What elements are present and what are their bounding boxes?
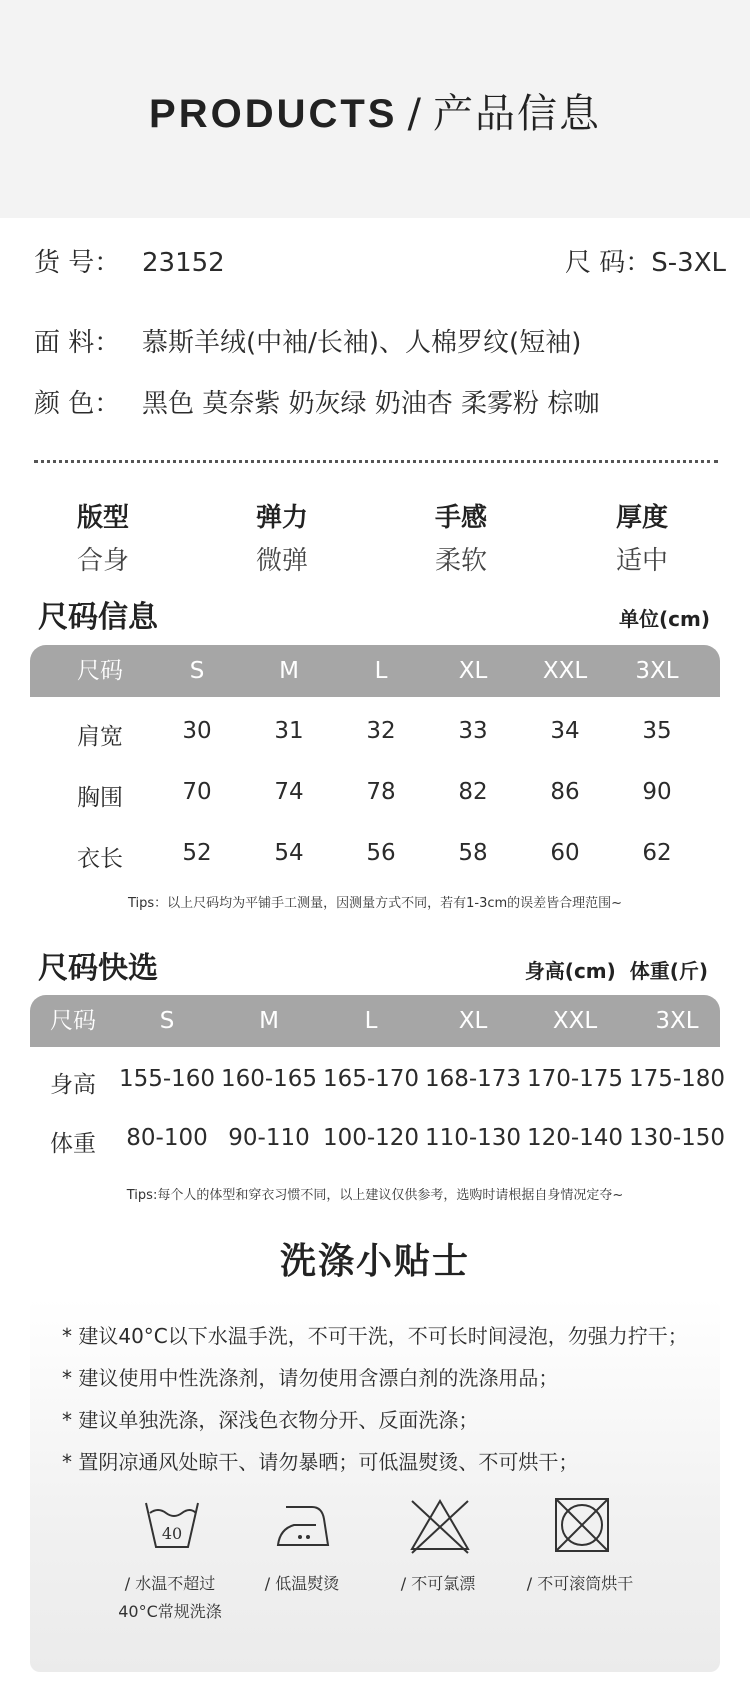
- attr-key: 手感: [435, 503, 488, 533]
- wash-tip: * 建议单独洗涤，深浅色衣物分开、反面洗涤；: [62, 1408, 479, 1432]
- wash-tip: * 置阴凉通风处晾干、请勿暴晒；可低温熨烫、不可烘干；: [62, 1450, 579, 1474]
- title-cn: 产品信息: [432, 91, 601, 137]
- table-cell: 155-160: [118, 1066, 216, 1092]
- header-cell: L: [374, 658, 388, 684]
- table-cell: 80-100: [126, 1125, 208, 1151]
- color-value: 黑色 莫奈紫 奶灰绿 奶油杏 柔雾粉 棕咖: [142, 389, 600, 419]
- item-number-label: 货 号：: [34, 248, 121, 278]
- table-cell: 30: [182, 718, 212, 744]
- attr-key: 厚度: [616, 503, 669, 533]
- wash-title: 洗涤小贴士: [279, 1241, 470, 1282]
- attr-thickness: [616, 497, 736, 577]
- attr-value: 合身: [77, 546, 130, 576]
- table-cell: 34: [550, 718, 580, 744]
- no-tumble-dry-icon: [550, 1495, 614, 1555]
- table-cell: 100-120: [322, 1125, 420, 1151]
- table-cell: 60: [550, 840, 580, 866]
- header-cell: S: [189, 658, 205, 684]
- size-info-header: [30, 645, 720, 697]
- size-range-value: S-3XL: [651, 248, 726, 278]
- fabric-label: 面 料：: [34, 328, 121, 358]
- attr-value: 柔软: [435, 546, 488, 576]
- care-label-line: / 不可氯漂: [400, 1574, 476, 1593]
- header-cell: L: [364, 1008, 378, 1034]
- header-cell: M: [259, 1008, 279, 1034]
- row-label: 体重: [50, 1131, 96, 1157]
- size-quick-tips: Tips:每个人的体型和穿衣习惯不同，以上建议仅供参考，选购时请根据自身情况定夺~: [126, 1188, 624, 1203]
- table-cell: 165-170: [322, 1066, 420, 1092]
- size-range-label: 尺 码：: [565, 248, 652, 278]
- care-label: [500, 1570, 660, 1598]
- table-cell: 175-180: [628, 1066, 726, 1092]
- table-cell: 90: [642, 779, 672, 805]
- header-cell: M: [279, 658, 299, 684]
- iron-low-icon: [272, 1495, 336, 1555]
- care-label-line: / 低温熨烫: [264, 1574, 340, 1593]
- table-cell: 74: [274, 779, 304, 805]
- table-cell: 56: [366, 840, 396, 866]
- table-cell: 168-173: [424, 1066, 522, 1092]
- attr-fit: [77, 497, 197, 577]
- table-cell: 35: [642, 718, 672, 744]
- item-number-value: 23152: [142, 248, 225, 278]
- header-cell: XXL: [542, 658, 588, 684]
- title-slash: /: [407, 91, 423, 137]
- header-cell: 尺码: [77, 658, 123, 684]
- table-cell: 120-140: [526, 1125, 624, 1151]
- size-info-unit: 单位(cm): [619, 607, 710, 631]
- wash-tip: * 建议使用中性洗涤剂，请勿使用含漂白剂的洗涤用品；: [62, 1366, 559, 1390]
- attr-feel: [435, 497, 555, 577]
- header-cell: 3XL: [635, 658, 679, 684]
- item-number-row: [34, 242, 225, 279]
- table-cell: 52: [182, 840, 212, 866]
- care-label-line: 40°C常规洗涤: [118, 1602, 222, 1621]
- table-cell: 110-130: [424, 1125, 522, 1151]
- size-quick-header: [30, 995, 720, 1047]
- table-cell: 170-175: [526, 1066, 624, 1092]
- row-label: 胸围: [77, 785, 123, 811]
- header-cell: XL: [458, 1008, 488, 1034]
- table-cell: 62: [642, 840, 672, 866]
- row-label: 身高: [50, 1072, 96, 1098]
- color-row: [34, 383, 599, 420]
- care-label: [358, 1570, 518, 1598]
- table-cell: 32: [366, 718, 396, 744]
- wash-40-icon: [140, 1495, 204, 1555]
- wash-temp-number: 40: [161, 1524, 183, 1543]
- care-label-line: / 不可滚筒烘干: [526, 1574, 634, 1593]
- size-quick-unit: 身高(cm) 体重(斤): [524, 959, 708, 983]
- row-label: 肩宽: [77, 724, 123, 750]
- table-cell: 78: [366, 779, 396, 805]
- attr-elasticity: [256, 497, 376, 577]
- row-label: 衣长: [77, 846, 123, 872]
- attr-value: 适中: [616, 546, 669, 576]
- attr-key: 版型: [77, 503, 130, 533]
- page-title: [0, 82, 750, 139]
- color-label: 颜 色：: [34, 389, 121, 419]
- header-cell: XL: [458, 658, 488, 684]
- table-cell: 70: [182, 779, 212, 805]
- size-quick-title: 尺码快选: [38, 951, 158, 986]
- divider: [34, 460, 718, 463]
- header-cell: S: [159, 1008, 175, 1034]
- title-en: PRODUCTS: [149, 92, 398, 136]
- header-banner: [0, 0, 750, 218]
- care-label-line: / 水温不超过: [124, 1574, 216, 1593]
- size-info-title: 尺码信息: [38, 600, 158, 635]
- table-cell: 58: [458, 840, 488, 866]
- size-info-tips: Tips：以上尺码均为平铺手工测量，因测量方式不同，若有1-3cm的误差皆合理范围~: [127, 896, 623, 911]
- header-cell: 3XL: [655, 1008, 699, 1034]
- table-cell: 82: [458, 779, 488, 805]
- header-cell: XXL: [552, 1008, 598, 1034]
- attr-key: 弹力: [256, 503, 309, 533]
- table-cell: 33: [458, 718, 488, 744]
- table-cell: 54: [274, 840, 304, 866]
- header-cell: 尺码: [50, 1008, 96, 1034]
- table-cell: 90-110: [228, 1125, 310, 1151]
- size-range-row: [565, 242, 726, 279]
- table-cell: 31: [274, 718, 304, 744]
- table-cell: 130-150: [628, 1125, 726, 1151]
- wash-tip: * 建议40°C以下水温手洗，不可干洗，不可长时间浸泡，勿强力拧干；: [62, 1324, 688, 1348]
- fabric-row: [34, 322, 581, 359]
- no-bleach-icon: [408, 1495, 472, 1555]
- fabric-value: 慕斯羊绒(中袖/长袖)、人棉罗纹(短袖): [142, 328, 582, 358]
- table-cell: 86: [550, 779, 580, 805]
- attr-value: 微弹: [256, 546, 309, 576]
- table-cell: 160-165: [220, 1066, 318, 1092]
